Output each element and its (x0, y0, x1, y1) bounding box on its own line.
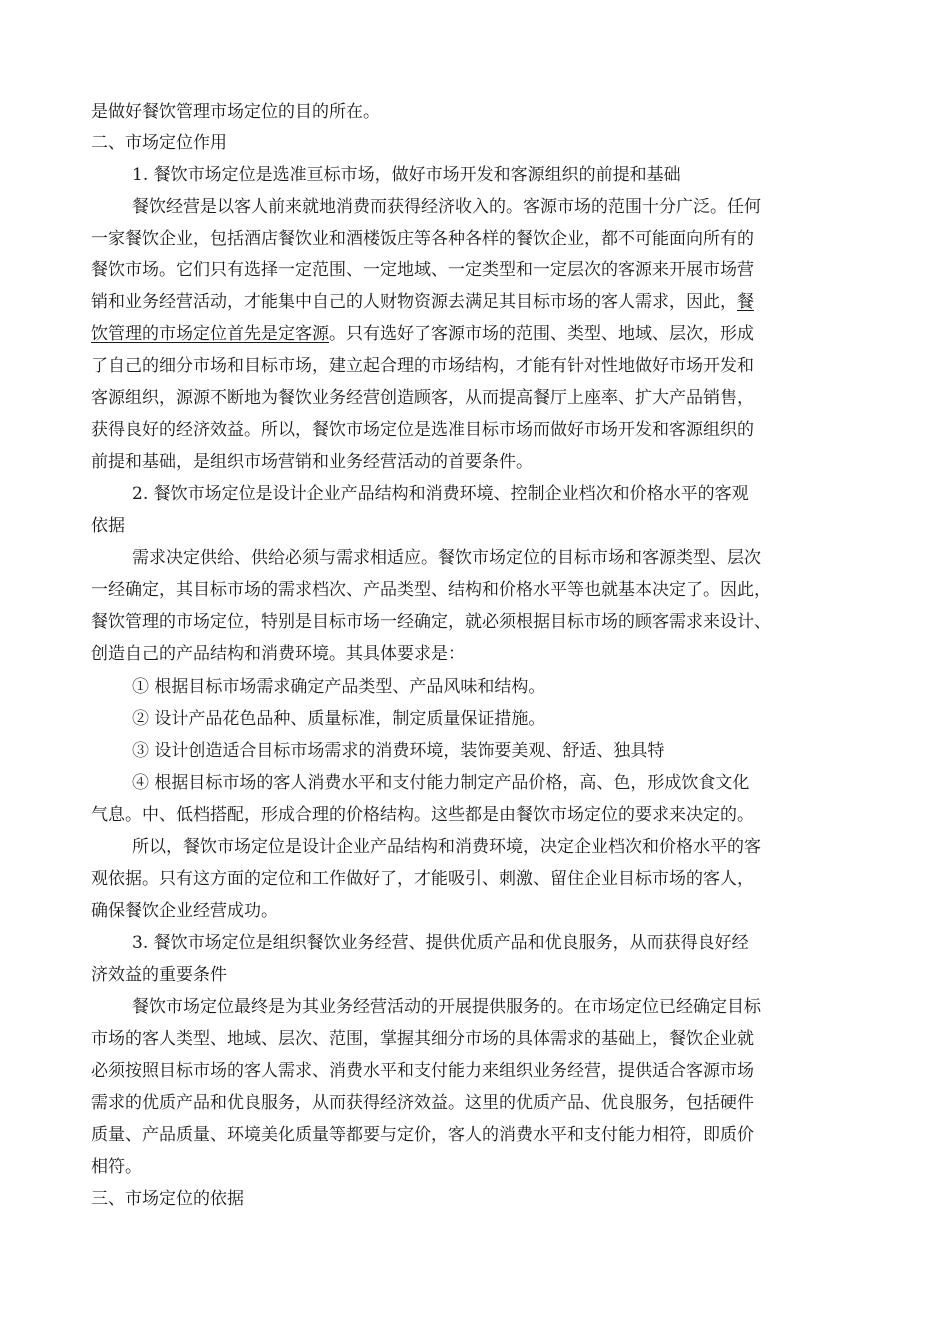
subheading: 3. 餐饮市场定位是组织餐饮业务经营、提供优质产品和优良服务，从而获得良好经 (132, 933, 749, 953)
paragraph-line: 所以，餐饮市场定位是设计企业产品结构和消费环境，决定企业档次和价格水平的客 (132, 837, 761, 857)
subheading: 依据 (91, 516, 125, 536)
paragraph-line: 是做好餐饮管理市场定位的目的所在。 (91, 102, 380, 122)
paragraph-line (91, 322, 754, 346)
paragraph-line: 一经确定，其目标市场的需求档次、产品类型、结构和价格水平等也就基本决定了。因此， (91, 580, 771, 600)
list-item: ① 根据目标市场需求确定产品类型、产品风味和结构。 (132, 677, 546, 697)
paragraph-line: 前提和基础，是组织市场营销和业务经营活动的首要条件。 (91, 452, 533, 472)
section-heading: 三、市场定位的依据 (91, 1189, 244, 1209)
paragraph-line: 餐饮管理的市场定位，特别是目标市场一经确定，就必须根据目标市场的顾客需求来设计、 (91, 612, 771, 632)
paragraph-line: 市场的客人类型、地域、层次、范围，掌握其细分市场的具体需求的基础上，餐饮企业就 (91, 1029, 754, 1049)
paragraph-line (91, 290, 754, 314)
subheading: 济效益的重要条件 (91, 965, 227, 985)
paragraph-line: 创造自己的产品结构和消费环境。其具体要求是： (91, 644, 465, 664)
section-heading: 二、市场定位作用 (91, 133, 227, 153)
subheading: 2. 餐饮市场定位是设计企业产品结构和消费环境、控制企业档次和价格水平的客观 (132, 484, 749, 504)
paragraph-line: 餐饮市场定位最终是为其业务经营活动的开展提供服务的。在市场定位已经确定目标 (132, 997, 761, 1017)
paragraph-line: 客源组织，源源不断地为餐饮业务经营创造顾客，从而提高餐厅上座率、扩大产品销售， (91, 388, 754, 408)
list-item: ③ 设计创造适合目标市场需求的消费环境，装饰要美观、舒适、独具特 (132, 741, 665, 761)
paragraph-text: 销和业务经营活动，才能集中自己的人财物资源去满足其目标市场的客人需求，因此， (91, 292, 737, 312)
list-item-continuation: 气息。中、低档搭配，形成合理的价格结构。这些都是由餐饮市场定位的要求来决定的。 (91, 805, 754, 825)
paragraph-line: 需求的优质产品和优良服务，从而获得经济效益。这里的优质产品、优良服务，包括硬件 (91, 1093, 754, 1113)
paragraph-text: 。只有选好了客源市场的范围、类型、地域、层次，形成 (329, 324, 754, 344)
paragraph-line: 质量、产品质量、环境美化质量等都要与定价，客人的消费水平和支付能力相符，即质价 (91, 1125, 754, 1145)
paragraph-line: 获得良好的经济效益。所以，餐饮市场定位是选准目标市场而做好市场开发和客源组织的 (91, 420, 754, 440)
underlined-text: 饮管理的市场定位首先是定客源 (91, 324, 329, 344)
underlined-text: 餐 (737, 292, 754, 312)
paragraph-line: 必须按照目标市场的客人需求、消费水平和支付能力来组织业务经营，提供适合客源市场 (91, 1061, 754, 1081)
paragraph-line: 观依据。只有这方面的定位和工作做好了，才能吸引、刺激、留住企业目标市场的客人， (91, 869, 754, 889)
paragraph-line: 了自己的细分市场和目标市场，建立起合理的市场结构，才能有针对性地做好市场开发和 (91, 356, 754, 376)
paragraph-line: 餐饮市场。它们只有选择一定范围、一定地域、一定类型和一定层次的客源来开展市场营 (91, 260, 754, 280)
list-item: ④ 根据目标市场的客人消费水平和支付能力制定产品价格，高、色，形成饮食文化 (132, 773, 750, 793)
paragraph-line: 需求决定供给、供给必须与需求相适应。餐饮市场定位的目标市场和客源类型、层次 (132, 548, 761, 568)
paragraph-line: 相符。 (91, 1157, 142, 1177)
subheading: 1. 餐饮市场定位是选准亘标市场，做好市场开发和客源组织的前提和基础 (132, 165, 681, 185)
list-item: ② 设计产品花色品种、质量标准，制定质量保证措施。 (132, 709, 546, 729)
paragraph-line: 餐饮经营是以客人前来就地消费而获得经济收入的。客源市场的范围十分广泛。任何 (132, 197, 761, 217)
paragraph-line: 确保餐饮企业经营成功。 (91, 901, 278, 921)
paragraph-line: 一家餐饮企业，包括酒店餐饮业和酒楼饭庄等各种各样的餐饮企业，都不可能面向所有的 (91, 229, 754, 249)
